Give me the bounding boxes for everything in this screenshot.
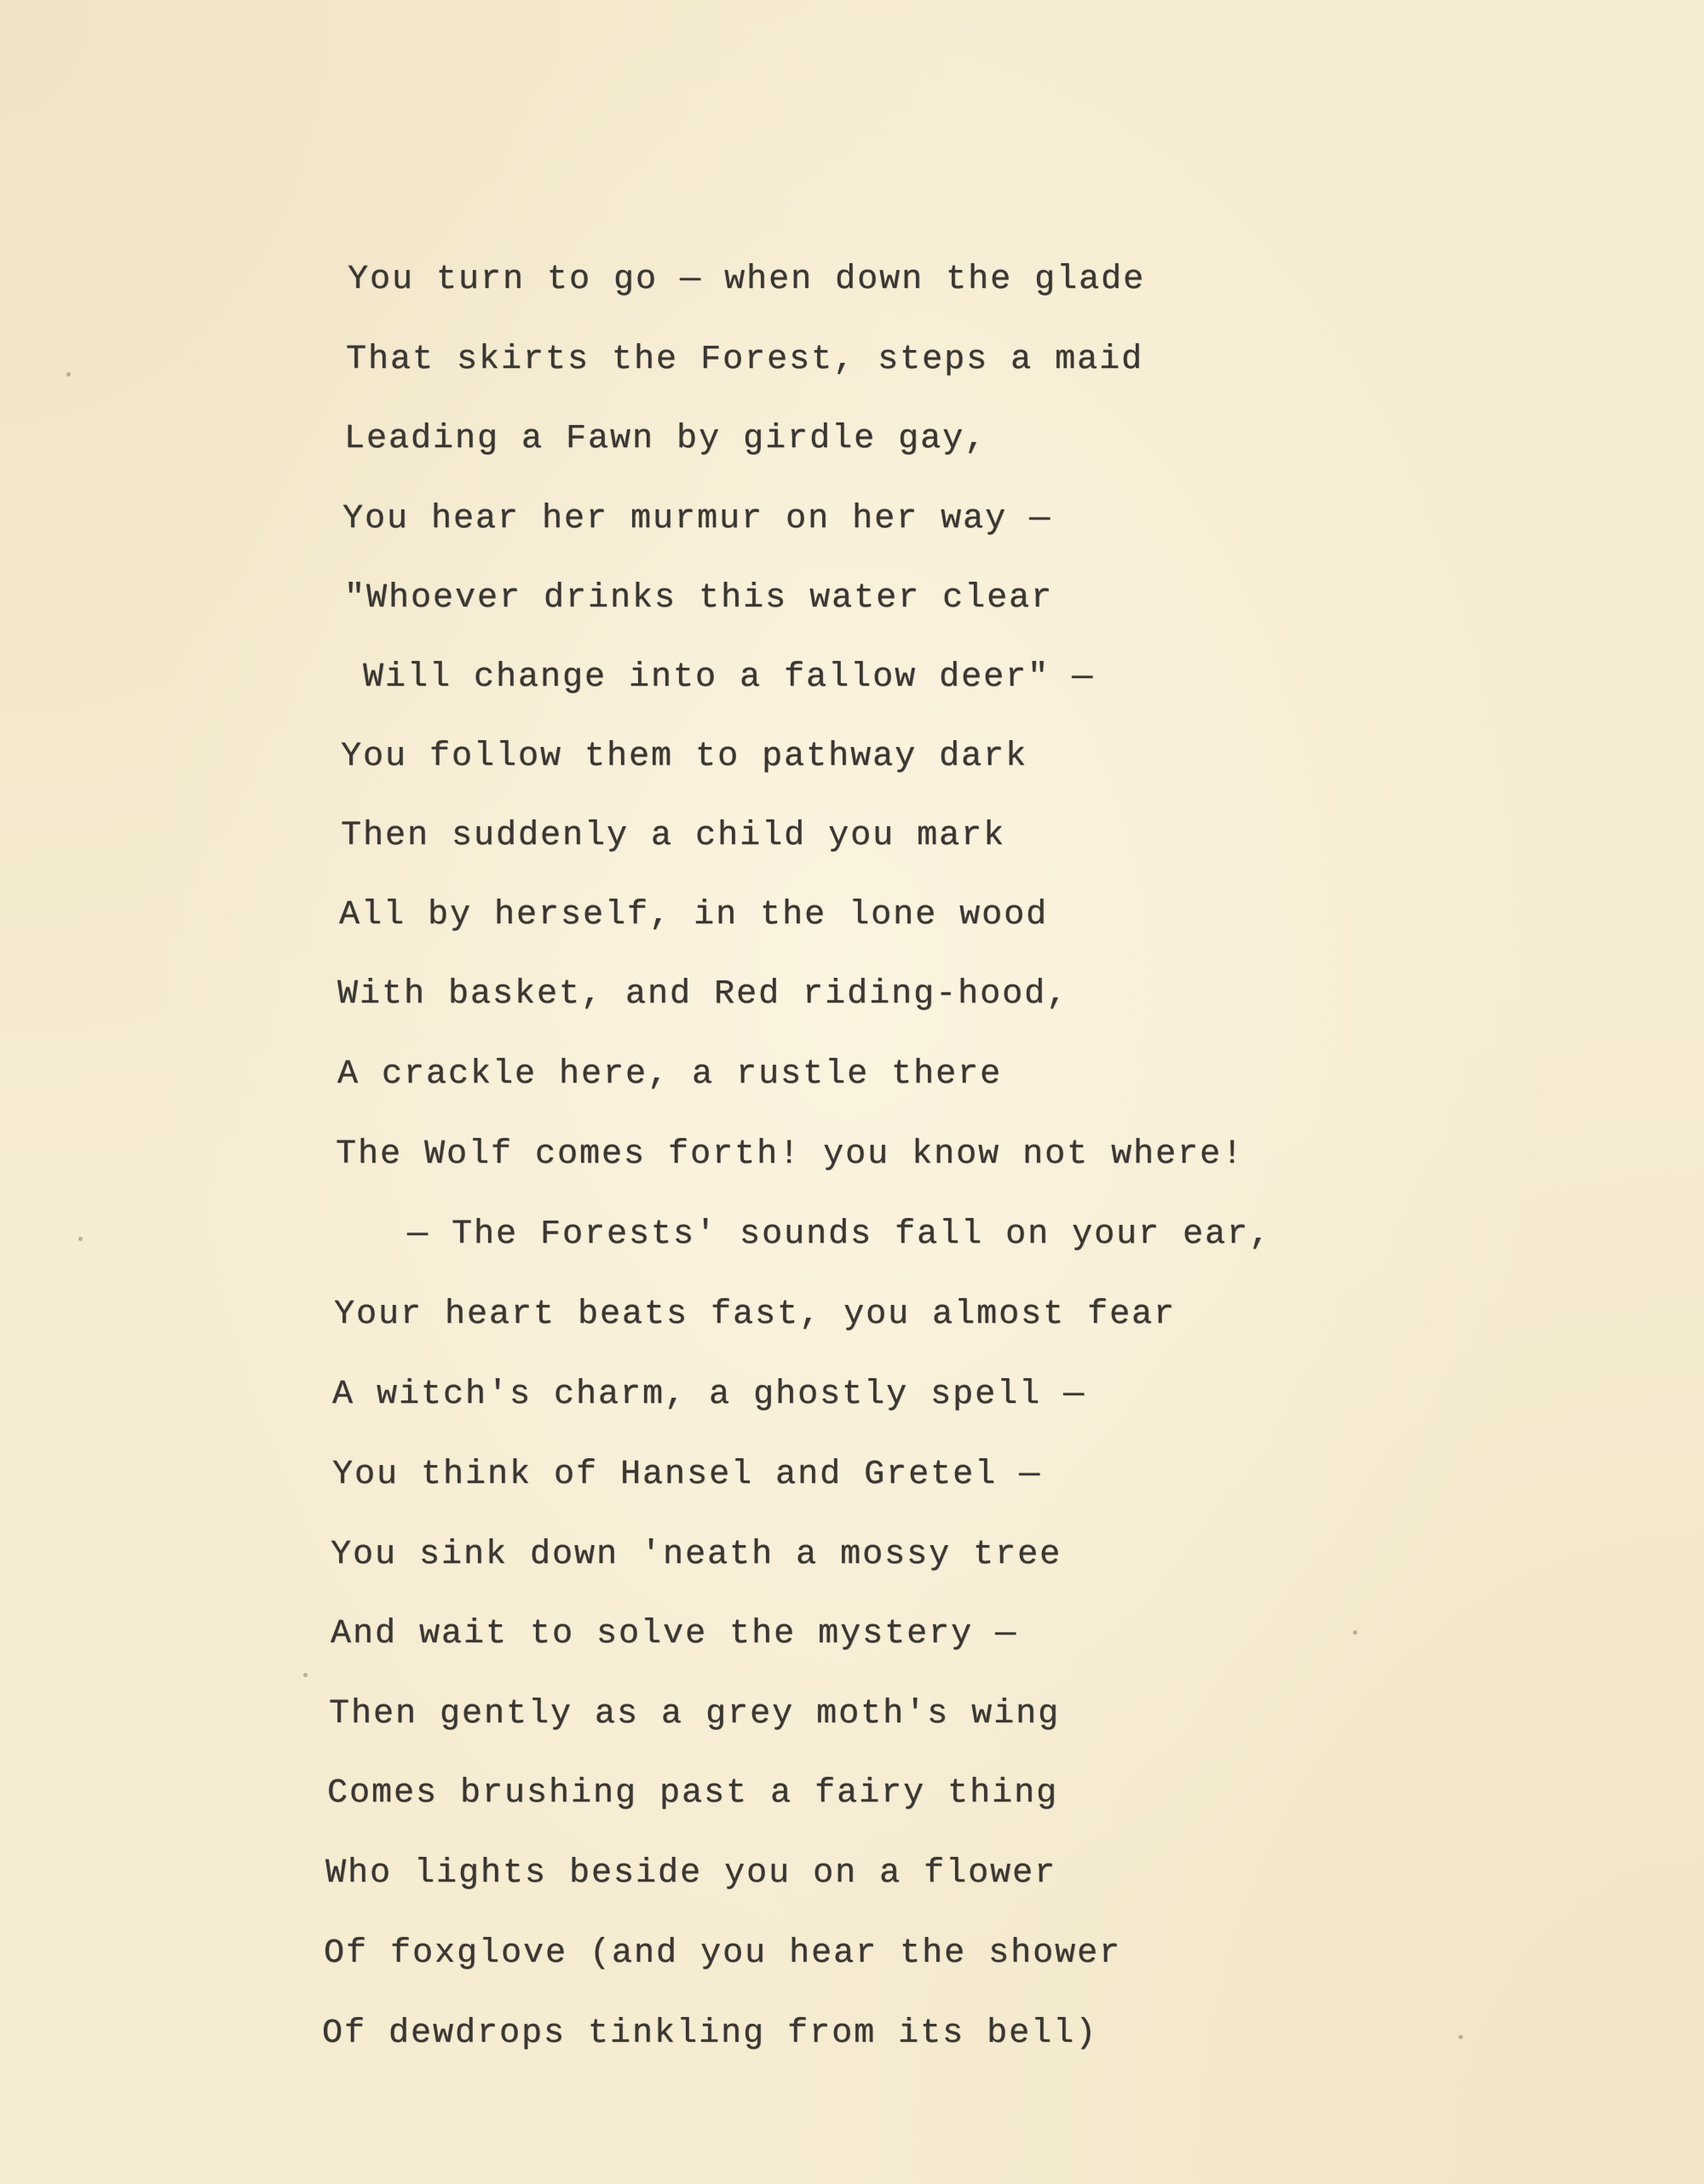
poem-line: You sink down 'neath a mossy tree xyxy=(331,1536,1062,1574)
poem-line: Then suddenly a child you mark xyxy=(341,817,1006,855)
poem-line: You hear her murmur on her way — xyxy=(343,500,1052,538)
poem-line: That skirts the Forest, steps a maid xyxy=(346,341,1144,379)
poem-line: The Wolf comes forth! you know not where! xyxy=(336,1135,1245,1174)
poem-line: All by herself, in the lone wood xyxy=(339,896,1049,934)
poem-line: A witch's charm, a ghostly spell — xyxy=(332,1376,1086,1414)
poem-line: You turn to go — when down the glade xyxy=(348,261,1146,299)
poem-line: You think of Hansel and Gretel — xyxy=(332,1456,1042,1494)
poem-line: Who lights beside you on a flower xyxy=(325,1854,1057,1893)
poem-line: And wait to solve the mystery — xyxy=(331,1615,1018,1653)
poem-line: You follow them to pathway dark xyxy=(341,738,1028,776)
poem-line: "Whoever drinks this water clear xyxy=(344,579,1054,618)
poem-line: Then gently as a grey moth's wing xyxy=(329,1695,1061,1733)
poem-line: Of dewdrops tinkling from its bell) xyxy=(322,2014,1098,2053)
poem-line: Comes brushing past a fairy thing xyxy=(327,1774,1059,1813)
poem-line: Will change into a fallow deer" — xyxy=(363,658,1095,697)
poem-line: Of foxglove (and you hear the shower xyxy=(324,1934,1122,1973)
poem-line: Your heart beats fast, you almost fear xyxy=(334,1296,1177,1334)
poem-line: With basket, and Red riding-hood, xyxy=(337,975,1069,1014)
poem-line: A crackle here, a rustle there xyxy=(337,1055,1003,1094)
poem-line: Leading a Fawn by girdle gay, xyxy=(344,420,987,458)
poem-line: — The Forests' sounds fall on your ear, xyxy=(407,1216,1272,1254)
